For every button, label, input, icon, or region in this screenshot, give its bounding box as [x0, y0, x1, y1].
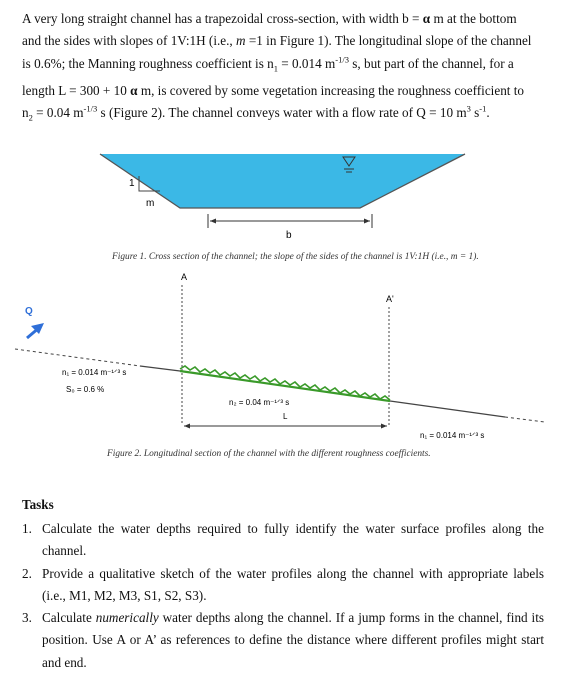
- exponent: 3: [466, 103, 471, 114]
- task-number: 1.: [22, 521, 32, 536]
- text: =1 in Figure 1). The longitudinal slope of the channel: [245, 33, 532, 49]
- bed-line-downstream: [390, 401, 505, 417]
- slope-label-1: 1: [129, 178, 135, 189]
- exponent: -1/3: [83, 103, 98, 114]
- subscript: 1: [273, 63, 278, 74]
- alpha-symbol: α: [422, 11, 431, 26]
- water-area: [100, 154, 465, 208]
- tasks-list: [22, 518, 544, 674]
- bed-line-upstream: [140, 366, 180, 371]
- alpha-symbol: α: [130, 82, 138, 98]
- flow-arrow-icon: [27, 323, 44, 338]
- task-text: Calculate the water depths required to fully identify the water surface profiles along the channel.: [42, 521, 544, 559]
- vegetation: [180, 366, 390, 400]
- bed-dashed-left: [15, 349, 140, 366]
- longitudinal-section-figure: [0, 265, 567, 465]
- slope-label: S₀ = 0.6 %: [66, 385, 105, 394]
- exponent: -1: [479, 103, 487, 114]
- text: = 0.04 m: [32, 104, 84, 120]
- bed-dashed-right: [505, 417, 545, 422]
- task-item: [22, 607, 544, 674]
- bottom-width-dimension: [208, 214, 372, 228]
- label-a-prime: A': [386, 294, 394, 304]
- task-item: [22, 563, 544, 608]
- figure2-caption: Figure 2. Longitudinal section of the channel with the different roughness coefficients.: [107, 449, 431, 459]
- task-text: Calculate: [42, 610, 96, 626]
- label-a: A: [181, 272, 188, 282]
- length-label: L: [283, 412, 288, 421]
- n2-label: n₂ = 0.04 m⁻¹ᐟ³ s: [229, 398, 290, 407]
- m-symbol: m: [236, 33, 246, 49]
- text: m at the bottom: [430, 11, 517, 26]
- text: length L = 300 + 10: [22, 82, 131, 98]
- text: s: [470, 104, 480, 120]
- length-dimension: [184, 424, 387, 429]
- problem-statement: [22, 8, 544, 129]
- text: .: [486, 104, 490, 120]
- text: and the sides with slopes of 1V:1H (i.e.,: [22, 33, 237, 49]
- exponent: -1/3: [335, 54, 349, 65]
- task-text-emphasis: numerically: [95, 610, 159, 626]
- slope-label-m: m: [146, 198, 155, 209]
- task-item: [22, 518, 544, 563]
- text: m, is covered by some vegetation increasing the roughness coefficient to: [137, 82, 525, 98]
- task-text: water depths along the channel. If a jump forms in the channel, find its position. Use A or A’ as references to define the distance where different profiles might start and end.: [42, 610, 545, 670]
- text: n: [22, 104, 29, 120]
- task-number: 3.: [22, 610, 32, 626]
- subscript: 2: [28, 112, 33, 123]
- task-text: Provide a qualitative sketch of the water profiles along the channel with appropriate labels (i.e., M1, M2, M3, S1, S2, S3).: [42, 565, 544, 603]
- vegetated-bed-reach: [180, 371, 390, 401]
- label-q: Q: [25, 306, 33, 317]
- n1-downstream-label: n₁ = 0.014 m⁻¹ᐟ³ s: [420, 431, 485, 440]
- figure1-caption: Figure 1. Cross section of the channel; the slope of the sides of the channel is 1V:1H (i.e., m = 1).: [112, 252, 479, 262]
- text: = 0.014 m: [278, 55, 336, 71]
- text: A very long straight channel has a trapezoidal cross-section, with width b =: [22, 11, 423, 26]
- task-number: 2.: [22, 565, 32, 581]
- tasks-title: Tasks: [22, 497, 54, 512]
- text: is 0.6%; the Manning roughness coefficient is n: [22, 55, 274, 71]
- b-label: b: [286, 230, 292, 241]
- text: s (Figure 2). The channel conveys water with a flow rate of Q = 10 m: [97, 104, 467, 120]
- text: s, but part of the channel, for a: [348, 55, 514, 71]
- n1-upstream-label: n₁ = 0.014 m⁻¹ᐟ³ s: [62, 368, 127, 377]
- cross-section-figure: [0, 140, 567, 265]
